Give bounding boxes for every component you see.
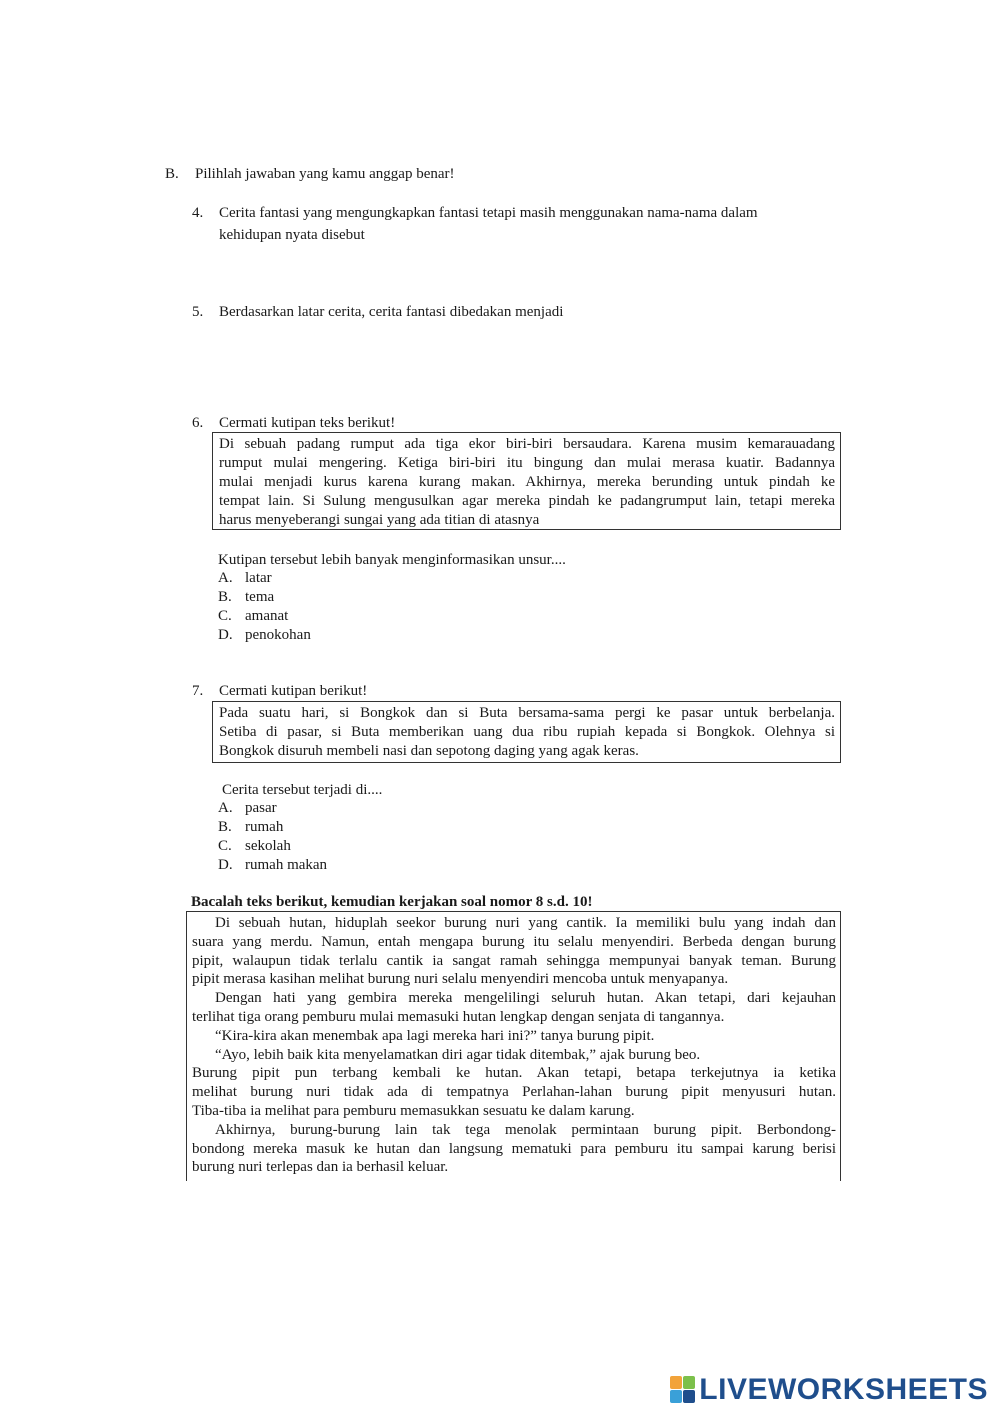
reading-line: pipit, walaupun tidak terlalu cantik ia sangat ramah sehingga mempunyai banyak teman. Burung	[192, 952, 836, 969]
reading-line: Tiba-tiba ia melihat para pemburu memasukkan sesuatu ke dalam karung.	[192, 1102, 635, 1119]
option-letter: A.	[218, 570, 233, 586]
option-text: tema	[245, 589, 275, 605]
reading-line: suara yang merdu. Namun, entah mengapa burung itu selalu menyendiri. Berbeda dengan burung	[192, 933, 836, 950]
passage-line: Setiba di pasar, si Buta memberikan uang dua ribu rupiah kepada si Bongkok. Olehnya si	[219, 724, 835, 740]
question-number: 6.	[192, 415, 204, 431]
option-d[interactable]	[218, 856, 418, 875]
reading-passage-box	[186, 911, 841, 1181]
logo-square	[683, 1376, 695, 1389]
question-number: 7.	[192, 683, 204, 699]
option-c[interactable]	[218, 607, 418, 626]
question-prompt: Cermati kutipan berikut!	[219, 683, 368, 699]
passage-line: Di sebuah padang rumput ada tiga ekor biri-biri bersaudara. Karena musim kemarauadang	[219, 436, 835, 452]
passage-line: tempat lain. Si Sulung mengusulkan agar mereka pindah ke padangrumput lain, tetapi mereka	[219, 493, 835, 509]
option-text: latar	[245, 570, 272, 586]
logo-mark-icon	[670, 1376, 696, 1404]
reading-line: “Ayo, lebih baik kita menyelamatkan diri agar tidak ditembak,” ajak burung beo.	[215, 1046, 701, 1063]
option-text: amanat	[245, 608, 289, 624]
reading-line: Dengan hati yang gembira mereka mengelilingi seluruh hutan. Akan tetapi, dari kejauhan	[215, 990, 836, 1007]
question-text-line: Cerita fantasi yang mengungkapkan fantasi tetapi masih menggunakan nama-nama dalam	[219, 205, 758, 221]
options-list	[218, 569, 418, 645]
question-prompt: Cermati kutipan teks berikut!	[219, 415, 396, 431]
question-text: Kutipan tersebut lebih banyak menginformasikan unsur....	[218, 552, 566, 568]
option-letter: A.	[218, 800, 233, 816]
reading-line: Burung pipit pun terbang kembali ke hutan. Akan tetapi, betapa terkejutnya ia ketika	[192, 1065, 836, 1082]
option-a[interactable]	[218, 569, 418, 588]
option-text: sekolah	[245, 838, 291, 854]
option-text: rumah makan	[245, 857, 328, 873]
reading-line: bondong mereka masuk ke hutan dan langsung mematuki para pemburu itu sampai karung berisi	[192, 1140, 836, 1157]
section-letter: B.	[165, 166, 179, 182]
option-letter: C.	[218, 838, 232, 854]
passage-line: Bongkok disuruh membeli nasi dan sepotong daging yang agak keras.	[219, 743, 639, 759]
question-text: Cerita tersebut terjadi di....	[222, 782, 383, 798]
logo-text: LIVEWORKSHEETS	[699, 1373, 988, 1406]
logo-square	[670, 1376, 682, 1389]
passage-line: rumput mulai mengering. Ketiga biri-biri itu bingung dan mulai merasa kuatir. Badannya	[219, 455, 835, 471]
option-c[interactable]	[218, 837, 418, 856]
option-letter: C.	[218, 608, 232, 624]
reading-heading: Bacalah teks berikut, kemudian kerjakan soal nomor 8 s.d. 10!	[191, 894, 593, 910]
passage-box	[212, 432, 841, 530]
passage-line: mulai menjadi kurus karena kurang makan. Akhirnya, mereka berunding untuk pindah ke	[219, 474, 835, 490]
option-text: pasar	[245, 800, 277, 816]
option-text: rumah	[245, 819, 284, 835]
liveworksheets-logo[interactable]	[670, 1374, 988, 1406]
passage-line: Pada suatu hari, si Bongkok dan si Buta bersama-sama pergi ke pasar untuk berbelanja.	[219, 705, 835, 721]
reading-line: pipit merasa kasihan melihat burung nuri selalu menyendiri mencoba untuk menyapanya.	[192, 971, 729, 988]
option-letter: B.	[218, 589, 232, 605]
option-letter: B.	[218, 819, 232, 835]
question-number: 5.	[192, 304, 204, 320]
reading-line: Akhirnya, burung-burung lain tak tega menolak permintaan burung pipit. Berbondong-	[215, 1121, 836, 1138]
option-text: penokohan	[245, 627, 311, 643]
section-instruction: Pilihlah jawaban yang kamu anggap benar!	[195, 166, 455, 182]
reading-line: terlihat tiga orang pemburu mulai memasuki hutan lengkap dengan senjata di tangannya.	[192, 1008, 725, 1025]
option-b[interactable]	[218, 818, 418, 837]
options-list	[218, 799, 418, 875]
logo-square	[670, 1390, 682, 1403]
reading-line: Di sebuah hutan, hiduplah seekor burung nuri yang cantik. Ia memiliki bulu yang indah dan	[215, 915, 836, 931]
option-a[interactable]	[218, 799, 418, 818]
option-b[interactable]	[218, 588, 418, 607]
reading-line: “Kira-kira akan menembak apa lagi mereka hari ini?” tanya burung pipit.	[215, 1027, 655, 1044]
question-text: Berdasarkan latar cerita, cerita fantasi dibedakan menjadi	[219, 304, 564, 320]
option-d[interactable]	[218, 626, 418, 645]
question-number: 4.	[192, 205, 204, 221]
option-letter: D.	[218, 627, 233, 643]
reading-line: burung nuri terlepas dan ia berhasil keluar.	[192, 1159, 449, 1176]
passage-line: harus menyeberangi sungai yang ada titian di atasnya	[219, 512, 540, 528]
option-letter: D.	[218, 857, 233, 873]
reading-line: melihat burung nuri tidak ada di tempatnya Perlahan-lahan burung pipit menyusuri hutan.	[192, 1084, 836, 1101]
passage-box	[212, 701, 841, 763]
question-text-line: kehidupan nyata disebut	[219, 227, 365, 243]
logo-square	[683, 1390, 695, 1403]
